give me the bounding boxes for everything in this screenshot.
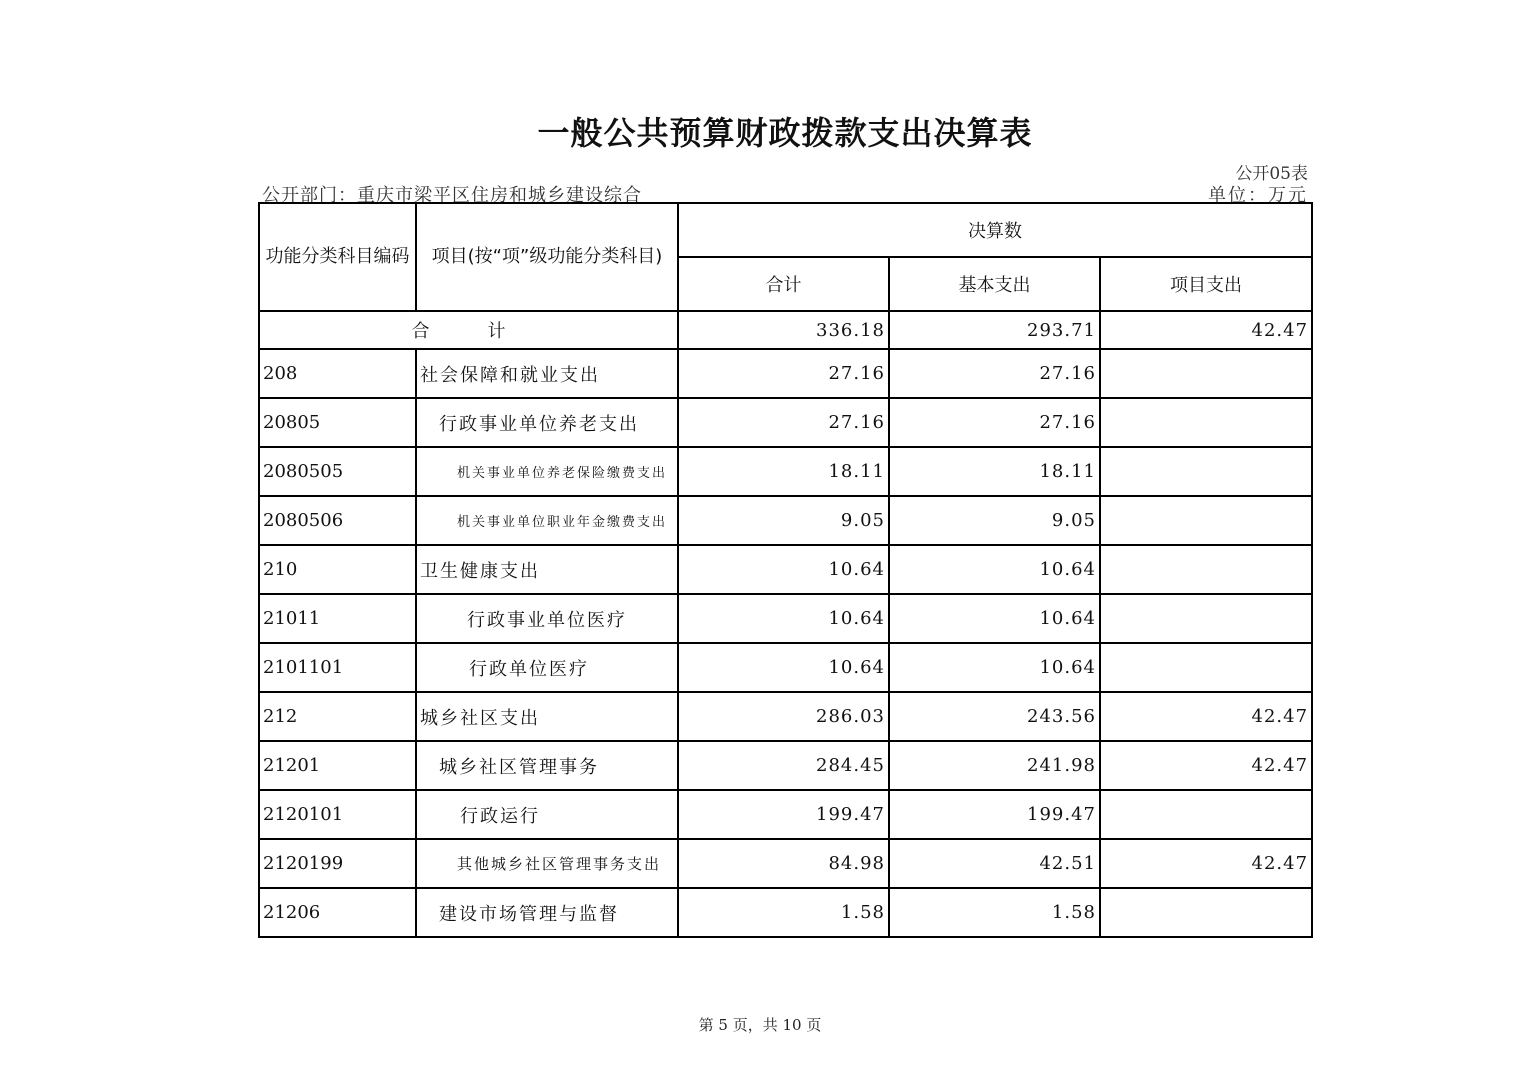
row-total: 27.16 (678, 398, 889, 447)
row-name: 行政事业单位养老支出 (416, 398, 678, 447)
department-label: 公开部门：重庆市梁平区住房和城乡建设综合 (262, 185, 642, 206)
row-basic: 9.05 (889, 496, 1100, 545)
row-code: 208 (259, 349, 416, 398)
row-project (1100, 643, 1312, 692)
row-project: 42.47 (1100, 839, 1312, 888)
table-row (259, 349, 1312, 398)
row-basic: 27.16 (889, 398, 1100, 447)
table-row (259, 496, 1312, 545)
row-project (1100, 349, 1312, 398)
total-project: 42.47 (1100, 311, 1312, 349)
header-code: 功能分类科目编码 (259, 203, 416, 311)
header-project: 项目支出 (1100, 257, 1312, 311)
page-title: 一般公共预算财政拨款支出决算表 (537, 114, 1033, 152)
row-project (1100, 888, 1312, 937)
row-total: 18.11 (678, 447, 889, 496)
row-name: 其他城乡社区管理事务支出 (416, 839, 678, 888)
unit-label: 单位：万元 (1208, 185, 1308, 206)
total-basic: 293.71 (889, 311, 1100, 349)
header-final: 决算数 (678, 203, 1312, 257)
row-code: 20805 (259, 398, 416, 447)
row-total: 9.05 (678, 496, 889, 545)
table-row (259, 790, 1312, 839)
table-row (259, 447, 1312, 496)
form-number: 公开05表 (1235, 164, 1308, 184)
row-code: 21201 (259, 741, 416, 790)
row-code: 21011 (259, 594, 416, 643)
table-row (259, 839, 1312, 888)
row-name: 卫生健康支出 (416, 545, 678, 594)
table-row (259, 692, 1312, 741)
row-basic: 10.64 (889, 643, 1100, 692)
row-code: 212 (259, 692, 416, 741)
row-code: 2120199 (259, 839, 416, 888)
row-basic: 10.64 (889, 594, 1100, 643)
total-row (259, 311, 1312, 349)
row-code: 210 (259, 545, 416, 594)
row-total: 10.64 (678, 594, 889, 643)
row-code: 2120101 (259, 790, 416, 839)
row-total: 199.47 (678, 790, 889, 839)
row-name: 行政运行 (416, 790, 678, 839)
header-total: 合计 (678, 257, 889, 311)
total-sum: 336.18 (678, 311, 889, 349)
row-code: 2080506 (259, 496, 416, 545)
row-total: 84.98 (678, 839, 889, 888)
row-total: 27.16 (678, 349, 889, 398)
row-basic: 27.16 (889, 349, 1100, 398)
row-total: 286.03 (678, 692, 889, 741)
row-basic: 199.47 (889, 790, 1100, 839)
header-basic: 基本支出 (889, 257, 1100, 311)
row-total: 1.58 (678, 888, 889, 937)
header-item: 项目(按“项”级功能分类科目) (416, 203, 678, 311)
row-total: 284.45 (678, 741, 889, 790)
row-basic: 241.98 (889, 741, 1100, 790)
row-basic: 1.58 (889, 888, 1100, 937)
table-row (259, 594, 1312, 643)
row-total: 10.64 (678, 643, 889, 692)
row-basic: 10.64 (889, 545, 1100, 594)
row-project (1100, 496, 1312, 545)
expenditure-table (258, 202, 1313, 938)
row-basic: 42.51 (889, 839, 1100, 888)
row-name: 城乡社区管理事务 (416, 741, 678, 790)
row-name: 建设市场管理与监督 (416, 888, 678, 937)
table-row (259, 398, 1312, 447)
row-project: 42.47 (1100, 741, 1312, 790)
row-total: 10.64 (678, 545, 889, 594)
row-basic: 18.11 (889, 447, 1100, 496)
row-project (1100, 545, 1312, 594)
row-basic: 243.56 (889, 692, 1100, 741)
row-project: 42.47 (1100, 692, 1312, 741)
table-row (259, 741, 1312, 790)
row-project (1100, 790, 1312, 839)
row-name: 行政单位医疗 (416, 643, 678, 692)
page-footer: 第 5 页，共 10 页 (698, 1016, 822, 1034)
row-code: 2080505 (259, 447, 416, 496)
table-row (259, 888, 1312, 937)
table-row (259, 545, 1312, 594)
row-name: 机关事业单位养老保险缴费支出 (416, 447, 678, 496)
total-label: 合 计 (259, 311, 678, 349)
row-name: 社会保障和就业支出 (416, 349, 678, 398)
row-name: 行政事业单位医疗 (416, 594, 678, 643)
row-project (1100, 398, 1312, 447)
row-name: 城乡社区支出 (416, 692, 678, 741)
row-code: 2101101 (259, 643, 416, 692)
table-row (259, 643, 1312, 692)
row-name: 机关事业单位职业年金缴费支出 (416, 496, 678, 545)
row-code: 21206 (259, 888, 416, 937)
row-project (1100, 594, 1312, 643)
row-project (1100, 447, 1312, 496)
